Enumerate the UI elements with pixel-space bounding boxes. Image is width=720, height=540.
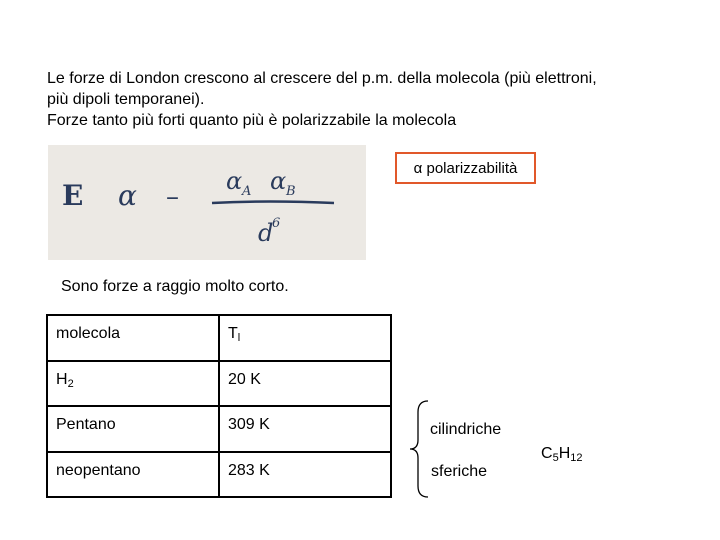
formula-exponent: 6 xyxy=(272,216,281,231)
fraction-bar xyxy=(212,202,334,204)
shape-spherical: sferiche xyxy=(431,463,488,480)
formula-alpha-a: α xyxy=(226,167,243,195)
alpha-polarizability-note: α polarizzabilità xyxy=(395,152,536,184)
formula-proportional: α xyxy=(118,179,137,212)
table-row xyxy=(47,361,391,407)
intro-text xyxy=(47,68,707,131)
short-range-note: Sono forze a raggio molto corto. xyxy=(61,278,289,295)
curly-brace xyxy=(408,400,430,498)
formula-handwriting xyxy=(48,145,366,260)
table-row xyxy=(47,452,391,498)
header-molecule: molecola xyxy=(47,315,219,361)
intro-line-3: Forze tanto più forti quanto più è polarizzabile la molecola xyxy=(47,112,457,129)
molecule-name: Pentano xyxy=(47,406,219,452)
formula-energy: E xyxy=(62,179,84,212)
molecular-formula: $C_5H_{12}$ xyxy=(541,445,583,464)
header-temperature: $T_l$ xyxy=(219,315,391,361)
table-header-row xyxy=(47,315,391,361)
intro-line-2: più dipoli temporanei). xyxy=(47,91,205,108)
boiling-point-table xyxy=(46,314,392,498)
formula-minus: – xyxy=(166,182,179,212)
formula-sub-b: B xyxy=(286,184,296,199)
london-formula-image xyxy=(48,145,366,260)
table-row xyxy=(47,406,391,452)
formula-denominator: d xyxy=(258,219,274,247)
formula-sub-a: A xyxy=(242,184,252,199)
formula-alpha-b: α xyxy=(270,167,287,195)
intro-line-1: Le forze di London crescono al crescere del p.m. della molecola (più elettroni, xyxy=(47,70,597,87)
boiling-point: 20 K xyxy=(219,361,391,407)
boiling-point: 309 K xyxy=(219,406,391,452)
molecule-name: $H_2$ xyxy=(47,361,219,407)
shape-cylindrical: cilindriche xyxy=(430,421,502,438)
boiling-point: 283 K xyxy=(219,452,391,498)
molecule-name: neopentano xyxy=(47,452,219,498)
